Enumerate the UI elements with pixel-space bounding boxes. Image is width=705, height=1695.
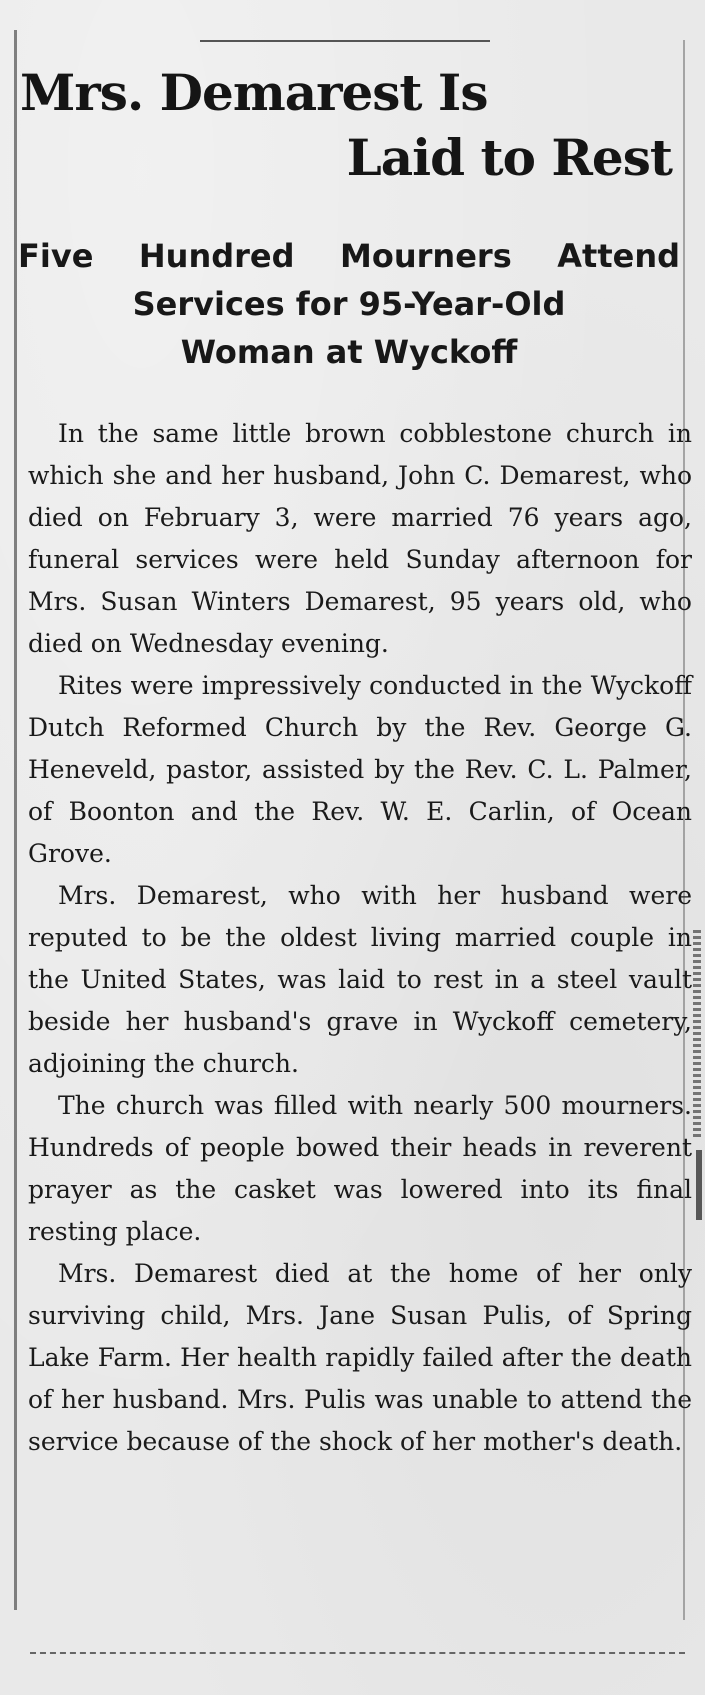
headline-line-1: Mrs. Demarest Is (20, 63, 488, 122)
article-body (28, 413, 692, 1463)
article-paragraph-1: In the same little brown cobblestone church in which she and her husband, John C. Demarest, who died on February 3, were married 76 years ago, funeral services were held Sunday afternoon for Mrs. Susan Winters Demarest, 95 years old, who died on Wednesday evening. (28, 419, 692, 658)
edge-print-mark (693, 930, 701, 1140)
article-headline (20, 60, 680, 190)
column-rule-top (200, 40, 490, 42)
subhead-line-2: Services for 95-Year-Old (132, 285, 566, 323)
article-subhead (18, 232, 680, 376)
edge-print-mark-lower (696, 1150, 702, 1220)
article-paragraph-3: Mrs. Demarest, who with her husband were reputed to be the oldest living married couple in the United States, was laid to rest in a steel vault beside her husband's grave in Wyckoff cemetery, adjoining the church. (28, 881, 692, 1078)
subhead-line-1: Five Hundred Mourners Attend (18, 237, 680, 275)
article-paragraph-5: Mrs. Demarest died at the home of her only surviving child, Mrs. Jane Susan Pulis, of Spring Lake Farm. Her health rapidly failed after the death of her husband. Mrs. Pulis was unable to attend the service because of the shock of her mother's death. (28, 1259, 692, 1456)
article-paragraph-4: The church was filled with nearly 500 mourners. Hundreds of people bowed their heads in reverent prayer as the casket was lowered into its final resting place. (28, 1091, 692, 1246)
headline-line-2: Laid to Rest (346, 128, 672, 187)
subhead-line-3: Woman at Wyckoff (180, 333, 518, 371)
column-rule-bottom (30, 1652, 685, 1654)
column-rule-left (14, 30, 17, 1610)
article-paragraph-2: Rites were impressively conducted in the Wyckoff Dutch Reformed Church by the Rev. George G. Heneveld, pastor, assisted by the Rev. C. L. Palmer, of Boonton and the Rev. W. E. Carlin, of Ocean Grove. (28, 671, 692, 868)
